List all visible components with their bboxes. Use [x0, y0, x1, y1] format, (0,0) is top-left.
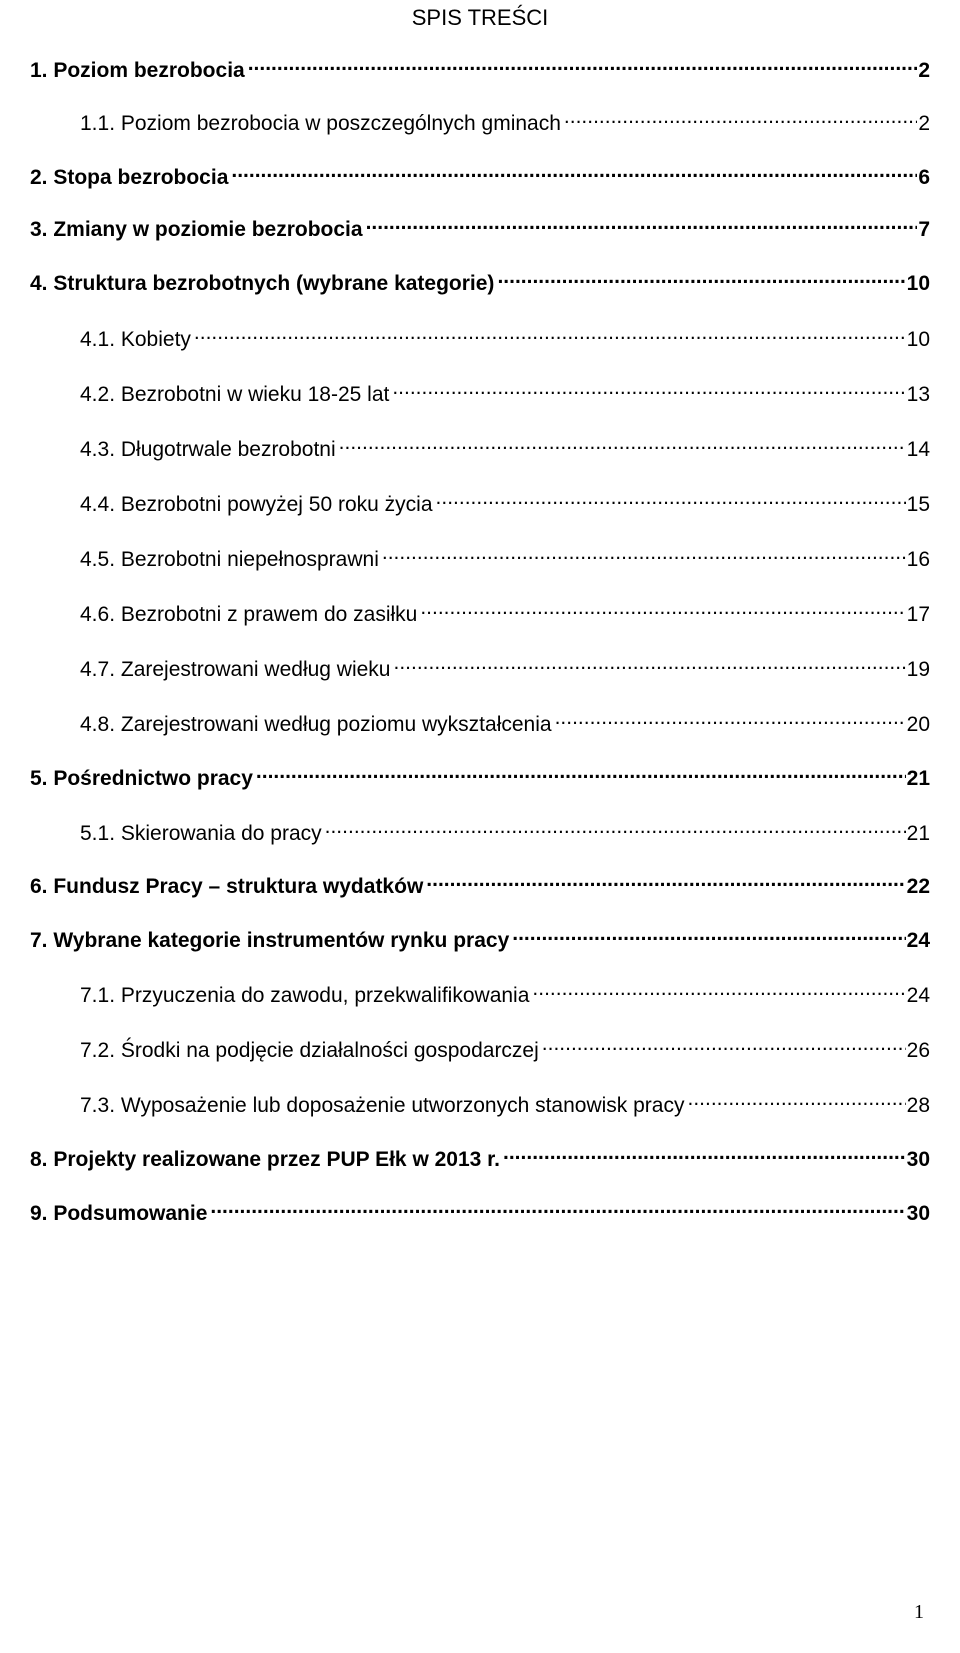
toc-entry-page: 24 — [906, 984, 930, 1007]
dot-leader — [555, 710, 906, 731]
toc-entry[interactable] — [30, 871, 930, 903]
dot-leader — [503, 1145, 906, 1166]
toc-entry-label: 9. Podsumowanie — [30, 1202, 208, 1225]
toc-entry[interactable] — [80, 544, 930, 576]
toc-entry-label: 4.8. Zarejestrowani według poziomu wykształcenia — [80, 713, 552, 736]
toc-entry[interactable] — [30, 268, 930, 300]
toc-entry-page: 30 — [906, 1148, 930, 1171]
toc-entry-page: 20 — [906, 713, 930, 736]
toc-entry-label: 4.4. Bezrobotni powyżej 50 roku życia — [80, 493, 433, 516]
toc-entry-page: 14 — [906, 438, 930, 461]
page-number: 1 — [914, 1601, 924, 1623]
dot-leader — [210, 1199, 905, 1220]
toc-entry[interactable] — [30, 1198, 930, 1230]
dot-leader — [366, 215, 918, 236]
toc-entry-label: 4.5. Bezrobotni niepełnosprawni — [80, 548, 379, 571]
toc-entry-page: 15 — [906, 493, 930, 516]
toc-entry-label: 7.2. Środki na podjęcie działalności gospodarczej — [80, 1039, 539, 1062]
dot-leader — [497, 269, 905, 290]
toc-entry[interactable] — [30, 763, 930, 795]
toc-entry-label: 2. Stopa bezrobocia — [30, 166, 229, 189]
dot-leader — [542, 1036, 906, 1057]
toc-entry[interactable] — [30, 1144, 930, 1176]
toc-entry-label: 1.1. Poziom bezrobocia w poszczególnych gminach — [80, 112, 561, 135]
toc-entry-label: 7.3. Wyposażenie lub doposażenie utworzonych stanowisk pracy — [80, 1094, 685, 1117]
toc-entry-page: 7 — [918, 218, 930, 241]
toc-entry[interactable] — [80, 489, 930, 521]
dot-leader — [394, 655, 906, 676]
toc-entry-page: 21 — [906, 822, 930, 845]
toc-entry[interactable] — [80, 980, 930, 1012]
page-title: SPIS TREŚCI — [411, 5, 549, 30]
dot-leader — [564, 109, 917, 130]
dot-leader — [426, 872, 905, 893]
toc-entry-page: 22 — [906, 875, 930, 898]
toc-entry[interactable] — [30, 925, 930, 957]
toc-entry-label: 5. Pośrednictwo pracy — [30, 767, 253, 790]
toc-entry[interactable] — [30, 214, 930, 246]
toc-entry[interactable] — [80, 599, 930, 631]
toc-entry-page: 2 — [918, 59, 930, 82]
toc-entry-page: 6 — [918, 166, 930, 189]
dot-leader — [248, 56, 918, 77]
toc-entry-page: 21 — [906, 767, 930, 790]
toc-entry-label: 8. Projekty realizowane przez PUP Ełk w 2013 r. — [30, 1148, 501, 1171]
toc-entry-label: 7. Wybrane kategorie instrumentów rynku pracy — [30, 929, 510, 952]
toc-entry-page: 13 — [906, 383, 930, 406]
toc-entry[interactable] — [80, 1035, 930, 1067]
dot-leader — [420, 600, 905, 621]
toc-entry-page: 10 — [906, 272, 930, 295]
toc-entry[interactable] — [80, 108, 930, 140]
toc-entry-label: 4.3. Długotrwale bezrobotni — [80, 438, 336, 461]
toc-entry-label: 4.7. Zarejestrowani według wieku — [80, 658, 391, 681]
toc-entry-page: 2 — [918, 112, 930, 135]
dot-leader — [339, 435, 906, 456]
toc-entry-page: 10 — [906, 328, 930, 351]
toc-entry-page: 16 — [906, 548, 930, 571]
toc-entry-page: 26 — [906, 1039, 930, 1062]
toc-entry-label: 4.1. Kobiety — [80, 328, 191, 351]
toc-entry-page: 24 — [906, 929, 930, 952]
toc-entry-page: 19 — [906, 658, 930, 681]
toc-entry-label: 4.6. Bezrobotni z prawem do zasiłku — [80, 603, 418, 626]
dot-leader — [256, 764, 906, 785]
toc-entry-label: 5.1. Skierowania do pracy — [80, 822, 322, 845]
toc-entry[interactable] — [80, 434, 930, 466]
dot-leader — [392, 380, 905, 401]
toc-entry-label: 1. Poziom bezrobocia — [30, 59, 245, 82]
toc-entry-label: 6. Fundusz Pracy – struktura wydatków — [30, 875, 424, 898]
toc-entry-label: 3. Zmiany w poziomie bezrobocia — [30, 218, 363, 241]
toc-entry[interactable] — [30, 55, 930, 87]
dot-leader — [532, 981, 905, 1002]
toc-entry-page: 17 — [906, 603, 930, 626]
toc-entry-label: 4.2. Bezrobotni w wieku 18-25 lat — [80, 383, 390, 406]
toc-entry[interactable] — [80, 1090, 930, 1122]
toc-entry-page: 30 — [906, 1202, 930, 1225]
toc-entry[interactable] — [80, 709, 930, 741]
dot-leader — [325, 819, 906, 840]
dot-leader — [512, 926, 905, 947]
dot-leader — [687, 1091, 905, 1112]
toc-entry[interactable] — [80, 379, 930, 411]
toc-entry[interactable] — [80, 818, 930, 850]
toc-entry[interactable] — [80, 654, 930, 686]
dot-leader — [436, 490, 906, 511]
toc-entry-label: 4. Struktura bezrobotnych (wybrane kategorie) — [30, 272, 495, 295]
dot-leader — [231, 163, 917, 184]
dot-leader — [382, 545, 906, 566]
toc-entry[interactable] — [80, 324, 930, 356]
toc-entry-label: 7.1. Przyuczenia do zawodu, przekwalifikowania — [80, 984, 530, 1007]
toc-entry-page: 28 — [906, 1094, 930, 1117]
toc-entry[interactable] — [30, 162, 930, 194]
dot-leader — [194, 325, 906, 346]
